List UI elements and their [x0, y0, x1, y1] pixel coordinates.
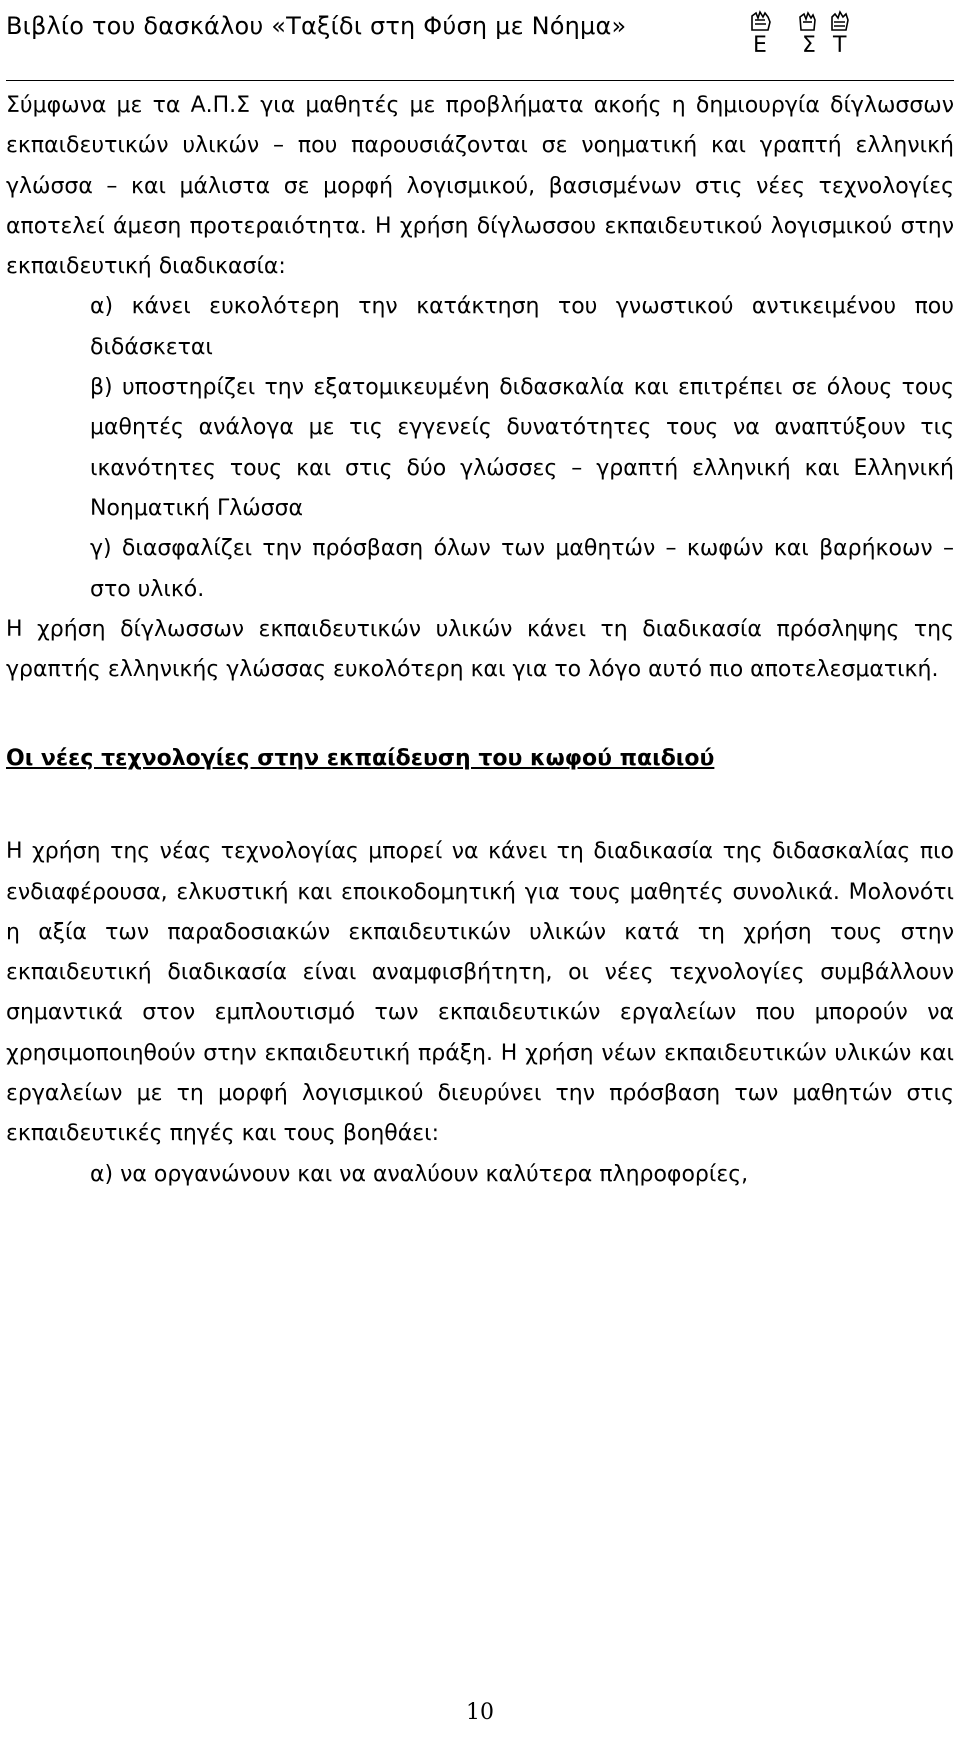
document-body	[6, 86, 954, 1195]
list-item-a: α) κάνει ευκολότερη την κατάκτηση του γνωστικού αντικειμένου που διδάσκεται	[90, 294, 954, 360]
logo-letter-e: Ε	[753, 33, 767, 56]
logo-letter-t: Τ	[833, 33, 847, 56]
header-divider	[6, 80, 954, 81]
page-number: 10	[466, 1700, 494, 1725]
list-item-b: β) υποστηρίζει την εξατομικευμένη διδασκαλία και επιτρέπει σε όλους τους μαθητές ανάλογα με τις εγγενείς δυνατότητες τους να αναπτύξουν τις ικανότητες τους και στις δύο γλώσσες – γραπτή ελληνική και Ελληνική Νοηματική Γλώσσα	[90, 375, 954, 521]
sign-language-logo-icon	[744, 8, 864, 56]
paragraph-new-tech: Η χρήση της νέας τεχνολογίας μπορεί να κάνει τη διαδικασία της διδασκαλίας πιο ενδιαφέρουσα, ελκυστική και εποικοδομητική για τους μαθητές συνολικά. Μολονότι η αξία των παραδοσιακών εκπαιδευτικών υλικών κατά τη χρήση τους στην εκπαιδευτική διαδικασία είναι αναμφισβήτητη, οι νέες τεχνολογίες συμβάλλουν σημαντικά στον εμπλουτισμό των εκπαιδευτικών εργαλείων που μπορούν να χρησιμοποιηθούν στην εκπαιδευτική πράξη. Η χρήση νέων εκπαιδευτικών υλικών και εργαλείων με τη μορφή λογισμικού διευρύνει την πρόσβαση των μαθητών στις εκπαιδευτικές πηγές και τους βοηθάει:	[6, 839, 954, 1147]
header-title: Βιβλίο του δασκάλου «Ταξίδι στη Φύση με Νόημα»	[6, 12, 627, 40]
paragraph-intro: Σύμφωνα με τα Α.Π.Σ για μαθητές με προβλήματα ακοής η δημιουργία δίγλωσσων εκπαιδευτικών υλικών – που παρουσιάζονται σε νοηματική και γραπτή ελληνική γλώσσα – και μάλιστα σε μορφή λογισμικού, βασισμένων στις νέες τεχνολογίες αποτελεί άμεση προτεραιότητα. Η χρήση δίγλωσσου εκπαιδευτικού λογισμικού στην εκπαιδευτική διαδικασία:	[6, 93, 954, 280]
page-header	[6, 8, 954, 78]
list-item-a2: α) να οργανώνουν και να αναλύουν καλύτερα πληροφορίες,	[90, 1161, 749, 1187]
paragraph-conclusion: Η χρήση δίγλωσσων εκπαιδευτικών υλικών κάνει τη διαδικασία πρόσληψης της γραπτής ελληνικής γλώσσας ευκολότερη και για το λόγο αυτό πιο αποτελεσματική.	[6, 616, 954, 683]
logo-letter-s: Σ	[802, 33, 816, 56]
section-heading: Οι νέες τεχνολογίες στην εκπαίδευση του κωφού παιδιού	[6, 745, 715, 771]
list-item-c: γ) διασφαλίζει την πρόσβαση όλων των μαθητών – κωφών και βαρήκοων – στο υλικό.	[90, 536, 954, 602]
